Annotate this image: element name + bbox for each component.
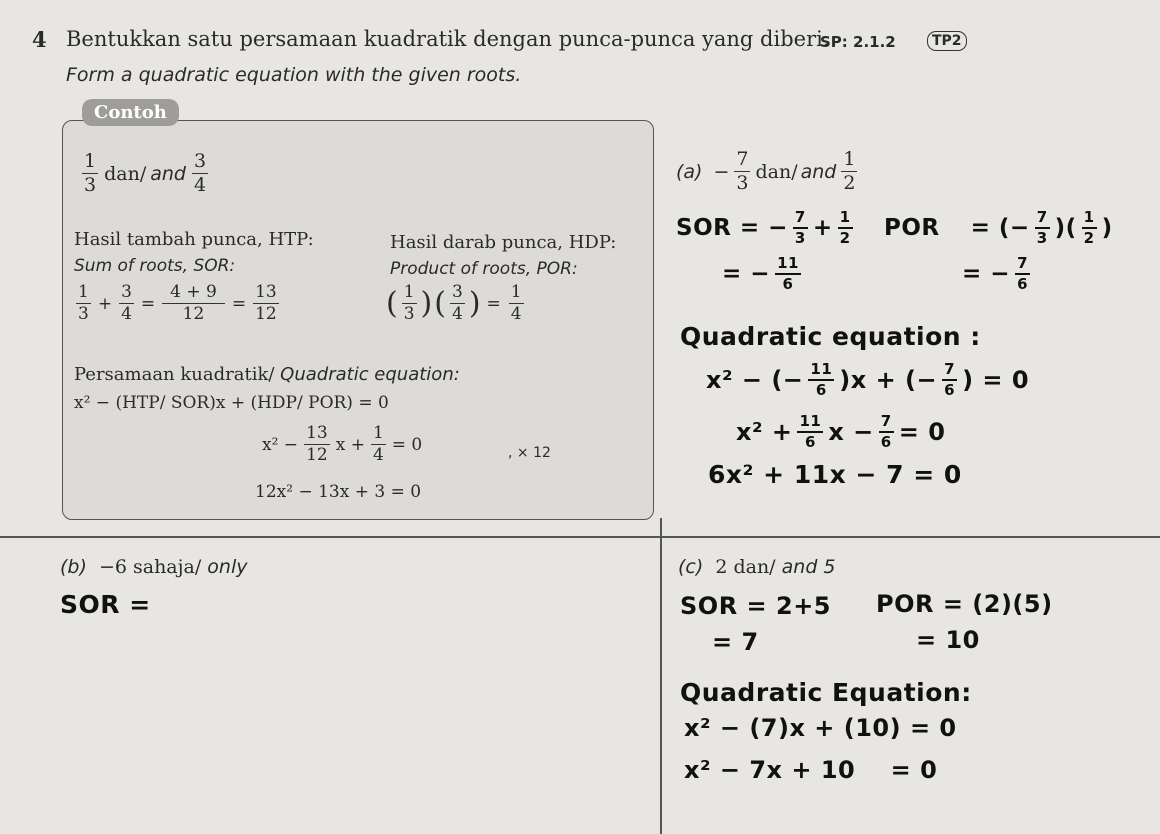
example-roots <box>80 152 210 195</box>
part-a-sor: SOR = − $\frac{7}{3}$ + $\frac{1}{2}$ <box>676 208 851 247</box>
step1-frac1: $\frac{13}{12}$ <box>306 423 328 465</box>
plus-sign: + <box>97 293 113 314</box>
question-title-en: Form a quadratic equation with the given roots. <box>66 64 522 86</box>
general-form: x² − (HTP/ SOR)x + (HDP/ POR) = 0 <box>74 393 389 413</box>
product-calculation: ( $\frac{1}{3}$ ) ( $\frac{3}{4}$ ) = $\frac{1}{4}$ <box>386 282 522 324</box>
dan-word: dan/ <box>104 162 147 185</box>
part-a-heading: Quadratic equation : <box>680 322 981 351</box>
sum-result: $\frac{13}{12}$ <box>255 282 277 324</box>
step1-mid: x + <box>335 434 365 455</box>
prod-term1: $\frac{1}{3}$ <box>403 282 415 324</box>
and-word: and 5 <box>781 556 836 578</box>
minus-sign: − <box>713 160 730 183</box>
prod-label-ms: Hasil darab punca, HDP: <box>390 232 617 253</box>
part-a-por: POR = (− $\frac{7}{3}$ )( $\frac{1}{2}$ ) <box>884 208 1113 247</box>
sum-label-ms: Hasil tambah punca, HTP: <box>74 229 314 250</box>
column-divider <box>660 518 662 834</box>
part-a-line2: x² + $\frac{11}{6}$ x − $\frac{7}{6}$ = 0 <box>736 412 946 451</box>
part-b-heading <box>60 556 248 578</box>
question-number: 4 <box>32 27 47 52</box>
only-word: only <box>207 556 248 578</box>
step1-equation <box>262 425 422 464</box>
final-equation: 12x² − 13x + 3 = 0 <box>255 482 422 502</box>
part-c-por-result: = 10 <box>916 626 980 654</box>
part-c-sor: SOR = 2+5 <box>680 592 831 620</box>
and-word: and <box>800 160 837 183</box>
sum-calculation <box>74 284 281 323</box>
equals-sign: = <box>486 293 501 314</box>
part-a-label: (a) <box>676 160 703 183</box>
section-divider <box>0 536 1160 538</box>
sum-term2: $\frac{3}{4}$ <box>121 282 132 324</box>
sp-code: SP: 2.1.2 <box>820 33 896 51</box>
part-c-line2: x² − 7x + 10 = 0 <box>684 756 938 784</box>
part-c-roots: 2 dan/ <box>715 556 776 578</box>
prod-term2: $\frac{3}{4}$ <box>451 282 463 324</box>
example-label: Contoh <box>82 99 179 126</box>
prod-result: $\frac{1}{4}$ <box>510 282 522 324</box>
step1-right: = 0 <box>391 434 423 455</box>
tp-badge: TP2 <box>927 31 967 51</box>
part-c-sor-result: = 7 <box>712 628 759 656</box>
prod-label-en: Product of roots, POR: <box>390 259 578 279</box>
part-c-heading <box>678 556 836 578</box>
and-word: and <box>150 162 186 185</box>
sum-combined: $\frac{4 + 9}{12}$ <box>162 284 225 323</box>
dan-word: dan/ <box>755 160 798 183</box>
eq-label-ms: Persamaan kuadratik/ <box>74 364 275 385</box>
part-b-root: −6 sahaja/ <box>98 556 202 578</box>
equals-sign: = <box>231 293 247 314</box>
part-a-por-result: = − $\frac{7}{6}$ <box>962 254 1028 293</box>
part-a-root2: $\frac{1}{2}$ <box>843 148 856 194</box>
part-a-line1: x² − (− $\frac{11}{6}$ )x + (− $\frac{7}{6}$ ) = 0 <box>706 360 1030 399</box>
sum-term1: $\frac{1}{3}$ <box>78 282 89 324</box>
part-c-label: (c) <box>678 556 704 578</box>
part-b-sor: SOR = <box>60 590 151 619</box>
part-a-root1: $\frac{7}{3}$ <box>736 148 749 194</box>
part-a-roots <box>676 150 859 193</box>
root2-fraction: $\frac{3}{4}$ <box>193 150 207 196</box>
equals-sign: = <box>140 293 156 314</box>
root1-fraction: $\frac{1}{3}$ <box>84 150 97 196</box>
part-c-line1: x² − (7)x + (10) = 0 <box>684 714 957 742</box>
eq-label-en: Quadratic equation: <box>280 364 460 385</box>
part-a-line3: 6x² + 11x − 7 = 0 <box>708 460 962 489</box>
part-c-heading-hw: Quadratic Equation: <box>680 678 972 707</box>
part-a-sor-result: = − $\frac{11}{6}$ <box>722 254 799 293</box>
multiply-note: , × 12 <box>508 445 551 461</box>
part-b-label: (b) <box>60 556 87 578</box>
step1-frac2: $\frac{1}{4}$ <box>372 423 384 465</box>
eq-label <box>74 364 460 385</box>
question-title-ms: Bentukkan satu persamaan kuadratik dengan punca-punca yang diberi. <box>66 27 830 51</box>
step1-left: x² − <box>262 434 299 455</box>
part-c-por: POR = (2)(5) <box>876 590 1053 618</box>
sum-label-en: Sum of roots, SOR: <box>74 256 236 276</box>
